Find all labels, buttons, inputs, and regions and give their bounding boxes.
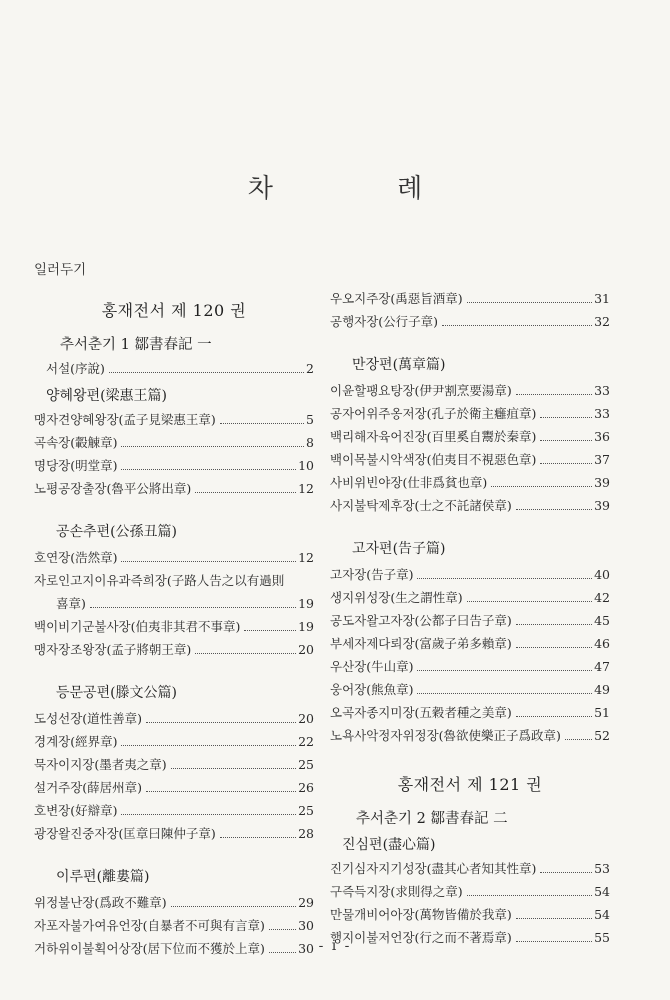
toc-entry: 호연장(浩然章) 12: [34, 550, 314, 565]
toc-entry: 웅어장(熊魚章) 49: [330, 682, 610, 697]
toc-entry: 만물개비어아장(萬物皆備於我章) 54: [330, 907, 610, 922]
toc-entry: 생지위성장(生之謂性章) 42: [330, 590, 610, 605]
toc-entry: 공도자왈고자장(公都子曰告子章) 45: [330, 613, 610, 628]
toc-entry: 고자장(告子章) 40: [330, 567, 610, 582]
section-heading: 이루편(離婁篇): [56, 869, 150, 885]
toc-entry: 맹자견양혜왕장(孟子見梁惠王章) 5: [34, 412, 314, 427]
toc-entry-continued: 喜章) 19: [56, 596, 314, 611]
toc-entry: 공행자장(公行子章) 32: [330, 314, 610, 329]
volume-subtitle: 추서춘기 1 鄒書春記 一: [60, 337, 212, 353]
toc-entry: 사지불탁제후장(士之不託諸侯章) 39: [330, 498, 610, 513]
section-heading: 등문공편(滕文公篇): [56, 685, 178, 701]
toc-entry: 노욕사악정자위정장(魯欲使樂正子爲政章) 52: [330, 728, 610, 743]
toc-entry-wrapped: 자로인고지이유과즉희장(子路人告之以有過則: [34, 573, 285, 588]
toc-entry: 광장왈진중자장(匡章曰陳仲子章) 28: [34, 826, 314, 841]
toc-entry: 공자어위주옹저장(孔子於衛主癰疽章) 33: [330, 406, 610, 421]
toc-entry: 곡속장(轂觫章) 8: [34, 435, 314, 450]
toc-entry: 진기심자지기성장(盡其心者知其性章) 53: [330, 861, 610, 876]
toc-entry: 백이목불시악색장(伯夷目不視惡色章) 37: [330, 452, 610, 467]
toc-entry: 위정불난장(爲政不難章) 29: [34, 895, 314, 910]
toc-entry: 도성선장(道性善章) 20: [34, 711, 314, 726]
volume-heading: 홍재전서 제 121 권: [397, 775, 543, 794]
volume-heading: 홍재전서 제 120 권: [101, 301, 247, 320]
toc-entry: 서설(序說) 2: [46, 361, 314, 376]
left-column: [34, 290, 314, 963]
right-column: [330, 290, 610, 952]
toc-entry: 설거주장(薛居州章) 26: [34, 780, 314, 795]
toc-entry: 사비위빈야장(仕非爲貧也章) 39: [330, 475, 610, 490]
toc-entry: 백이비기군불사장(伯夷非其君不事章) 19: [34, 619, 314, 634]
toc-entry: 우산장(牛山章) 47: [330, 659, 610, 674]
section-heading: 진심편(盡心篇): [342, 837, 436, 853]
section-heading: 만장편(萬章篇): [352, 357, 446, 373]
section-heading: 고자편(告子篇): [352, 541, 446, 557]
section-heading: 양혜왕편(梁惠王篇): [46, 388, 168, 404]
toc-entry: 이윤할팽요탕장(伊尹割烹要湯章) 33: [330, 383, 610, 398]
section-heading: 공손추편(公孫丑篇): [56, 524, 178, 540]
toc-entry: 행지이불저언장(行之而不著焉章) 55: [330, 930, 610, 945]
page-title: 차 례: [247, 174, 481, 204]
toc-entry: 명당장(明堂章) 10: [34, 458, 314, 473]
toc-entry: 자포자불가여유언장(自暴者不可與有言章) 30: [34, 918, 314, 933]
toc-entry: 구즉득지장(求則得之章) 54: [330, 884, 610, 899]
toc-entry: 호변장(好辯章) 25: [34, 803, 314, 818]
toc-entry: 노평공장출장(魯平公將出章) 12: [34, 481, 314, 496]
page-number: - i -: [318, 938, 352, 954]
toc-entry: 오곡자종지미장(五穀者種之美章) 51: [330, 705, 610, 720]
toc-entry: 부세자제다뢰장(富歲子弟多賴章) 46: [330, 636, 610, 651]
toc-entry: 우오지주장(禹惡旨酒章) 31: [330, 291, 610, 306]
toc-entry: 묵자이지장(墨者夷之章) 25: [34, 757, 314, 772]
volume-subtitle: 추서춘기 2 鄒書春記 二: [356, 811, 508, 827]
toc-entry: 거하위이불획어상장(居下位而不獲於上章) 30: [34, 941, 314, 956]
toc-entry: 맹자장조왕장(孟子將朝王章) 20: [34, 642, 314, 657]
notes-heading: 일러두기: [34, 262, 87, 278]
toc-entry: 백리해자육어진장(百里奚自鬻於秦章) 36: [330, 429, 610, 444]
toc-entry: 경계장(經界章) 22: [34, 734, 314, 749]
